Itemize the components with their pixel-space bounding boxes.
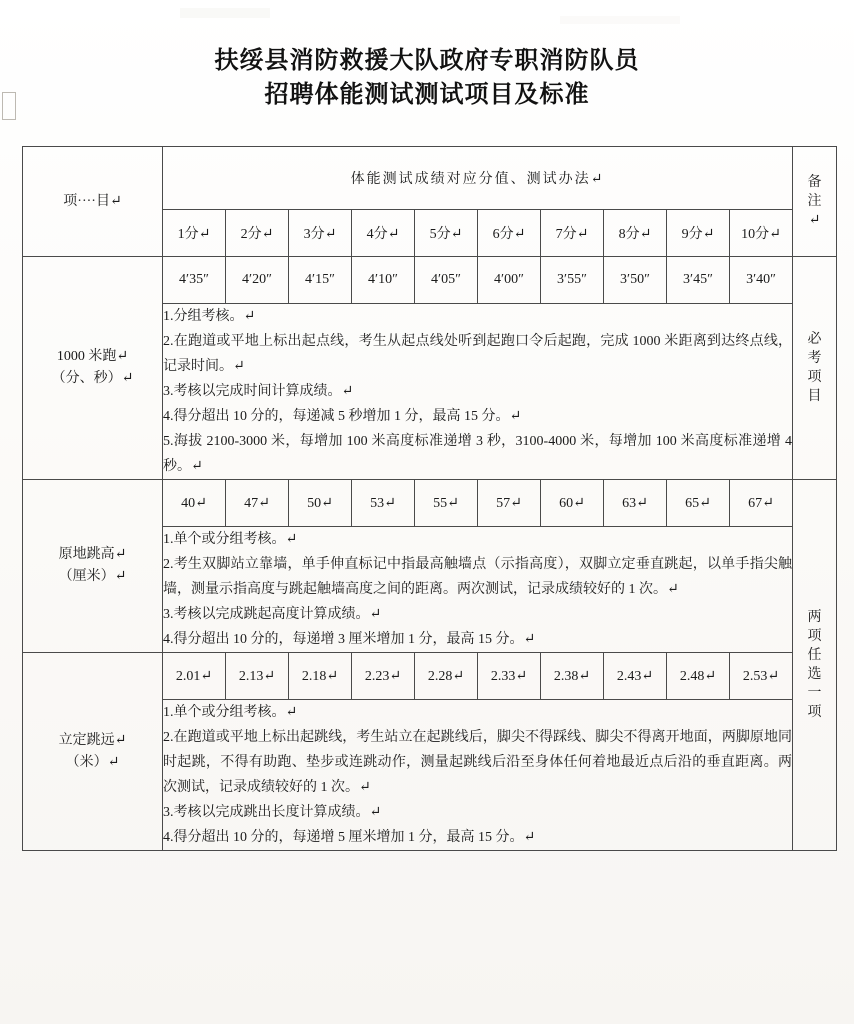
notes-vertical-jump bbox=[163, 527, 793, 653]
score-col-1: 1分↵ bbox=[163, 210, 226, 257]
row-label-sub: （厘米）↵ bbox=[58, 569, 127, 584]
header-score-group: 体能测试成绩对应分值、测试办法↵ bbox=[163, 147, 793, 210]
note-line: 1.分组考核。↵ bbox=[163, 309, 256, 324]
standards-table bbox=[22, 146, 837, 851]
score-col-7: 7分↵ bbox=[541, 210, 604, 257]
note-line: 3.考核以完成跳出长度计算成绩。↵ bbox=[163, 805, 382, 820]
remark-1000m bbox=[793, 257, 837, 480]
table-row bbox=[23, 257, 837, 304]
value-jump-7: 60↵ bbox=[541, 480, 604, 527]
score-col-8: 8分↵ bbox=[604, 210, 667, 257]
table-header-row bbox=[23, 147, 837, 210]
value-longjump-9: 2.48↵ bbox=[667, 653, 730, 700]
row-label-main: 1000 米跑↵ bbox=[56, 349, 129, 364]
row-label-sub: （米）↵ bbox=[65, 754, 120, 770]
note-line: 2.在跑道或平地上标出起跳线，考生站立在起跳线后，脚尖不得踩线、脚尖不得离开地面，两脚原地同时起跳，不得有助跑、垫步或连跳动作，测量起跳线后沿至身体任何着地最近点后沿的垂直距离。两次测试，记录成绩较好的 1 次。↵ bbox=[163, 730, 793, 795]
value-jump-3: 50↵ bbox=[289, 480, 352, 527]
value-longjump-8: 2.43↵ bbox=[604, 653, 667, 700]
value-longjump-10: 2.53↵ bbox=[730, 653, 793, 700]
remark-text: 必考项目 bbox=[807, 332, 822, 404]
value-jump-10: 67↵ bbox=[730, 480, 793, 527]
note-line: 1.单个或分组考核。↵ bbox=[163, 705, 298, 720]
row-label-sub: （分、秒）↵ bbox=[51, 371, 134, 386]
value-longjump-6: 2.33↵ bbox=[478, 653, 541, 700]
score-col-9: 9分↵ bbox=[667, 210, 730, 257]
value-1000m-10: 3′40″ bbox=[730, 257, 793, 304]
remark-text: 两项任选一项 bbox=[807, 610, 822, 720]
remark-optional-pair bbox=[793, 480, 837, 851]
title-line-1: 扶绥县消防救援大队政府专职消防队员 bbox=[214, 48, 640, 74]
paper-blemish bbox=[180, 8, 270, 18]
value-1000m-9: 3′45″ bbox=[667, 257, 730, 304]
notes-long-jump bbox=[163, 700, 793, 851]
value-1000m-8: 3′50″ bbox=[604, 257, 667, 304]
score-col-10: 10分↵ bbox=[730, 210, 793, 257]
row-label-main: 原地跳高↵ bbox=[58, 547, 127, 562]
value-jump-1: 40↵ bbox=[163, 480, 226, 527]
value-jump-9: 65↵ bbox=[667, 480, 730, 527]
value-1000m-1: 4′35″ bbox=[163, 257, 226, 304]
value-longjump-4: 2.23↵ bbox=[352, 653, 415, 700]
paper-blemish bbox=[560, 16, 680, 24]
value-jump-4: 53↵ bbox=[352, 480, 415, 527]
document-title bbox=[0, 44, 854, 112]
table-row bbox=[23, 480, 837, 527]
note-line: 2.考生双脚站立靠墙，单手伸直标记中指最高触墙点（示指高度），双脚立定垂直跳起，以单手指尖触墙，测量示指高度与跳起触墙高度之间的距离。两次测试，记录成绩较好的 1 次。↵ bbox=[163, 557, 793, 597]
value-jump-2: 47↵ bbox=[226, 480, 289, 527]
row-label-long-jump bbox=[23, 653, 163, 851]
value-1000m-2: 4′20″ bbox=[226, 257, 289, 304]
value-1000m-5: 4′05″ bbox=[415, 257, 478, 304]
note-line: 1.单个或分组考核。↵ bbox=[163, 532, 298, 547]
score-col-6: 6分↵ bbox=[478, 210, 541, 257]
note-line: 3.考核以完成时间计算成绩。↵ bbox=[163, 384, 354, 399]
note-line: 4.得分超出 10 分的，每递增 3 厘米增加 1 分，最高 15 分。↵ bbox=[163, 632, 536, 647]
note-line: 4.得分超出 10 分的，每递增 5 厘米增加 1 分，最高 15 分。↵ bbox=[163, 830, 536, 845]
table-row bbox=[23, 653, 837, 700]
row-label-vertical-jump bbox=[23, 480, 163, 653]
value-1000m-4: 4′10″ bbox=[352, 257, 415, 304]
row-label-1000m bbox=[23, 257, 163, 480]
note-line: 4.得分超出 10 分的，每递减 5 秒增加 1 分，最高 15 分。↵ bbox=[163, 409, 522, 424]
value-1000m-6: 4′00″ bbox=[478, 257, 541, 304]
value-jump-8: 63↵ bbox=[604, 480, 667, 527]
header-item-cell: 项····目↵ bbox=[23, 147, 163, 257]
value-jump-5: 55↵ bbox=[415, 480, 478, 527]
value-jump-6: 57↵ bbox=[478, 480, 541, 527]
header-remark-label: 备注↵ bbox=[807, 175, 822, 228]
value-longjump-7: 2.38↵ bbox=[541, 653, 604, 700]
value-longjump-5: 2.28↵ bbox=[415, 653, 478, 700]
value-1000m-3: 4′15″ bbox=[289, 257, 352, 304]
value-longjump-1: 2.01↵ bbox=[163, 653, 226, 700]
title-line-2: 招聘体能测试测试项目及标准 bbox=[264, 82, 590, 108]
row-label-main: 立定跳远↵ bbox=[58, 732, 127, 748]
value-1000m-7: 3′55″ bbox=[541, 257, 604, 304]
note-line: 2.在跑道或平地上标出起点线，考生从起点线处听到起跑口令后起跑，完成 1000 米距离到达终点线，记录时间。↵ bbox=[163, 334, 793, 374]
score-col-2: 2分↵ bbox=[226, 210, 289, 257]
value-longjump-2: 2.13↵ bbox=[226, 653, 289, 700]
score-col-3: 3分↵ bbox=[289, 210, 352, 257]
header-remark-cell bbox=[793, 147, 837, 257]
note-line: 3.考核以完成跳起高度计算成绩。↵ bbox=[163, 607, 382, 622]
note-line: 5.海拔 2100-3000 米，每增加 100 米高度标准递增 3 秒，3100-4000 米，每增加 100 米高度标准递增 4 秒。↵ bbox=[163, 434, 793, 474]
value-longjump-3: 2.18↵ bbox=[289, 653, 352, 700]
notes-1000m bbox=[163, 304, 793, 480]
score-col-4: 4分↵ bbox=[352, 210, 415, 257]
score-col-5: 5分↵ bbox=[415, 210, 478, 257]
